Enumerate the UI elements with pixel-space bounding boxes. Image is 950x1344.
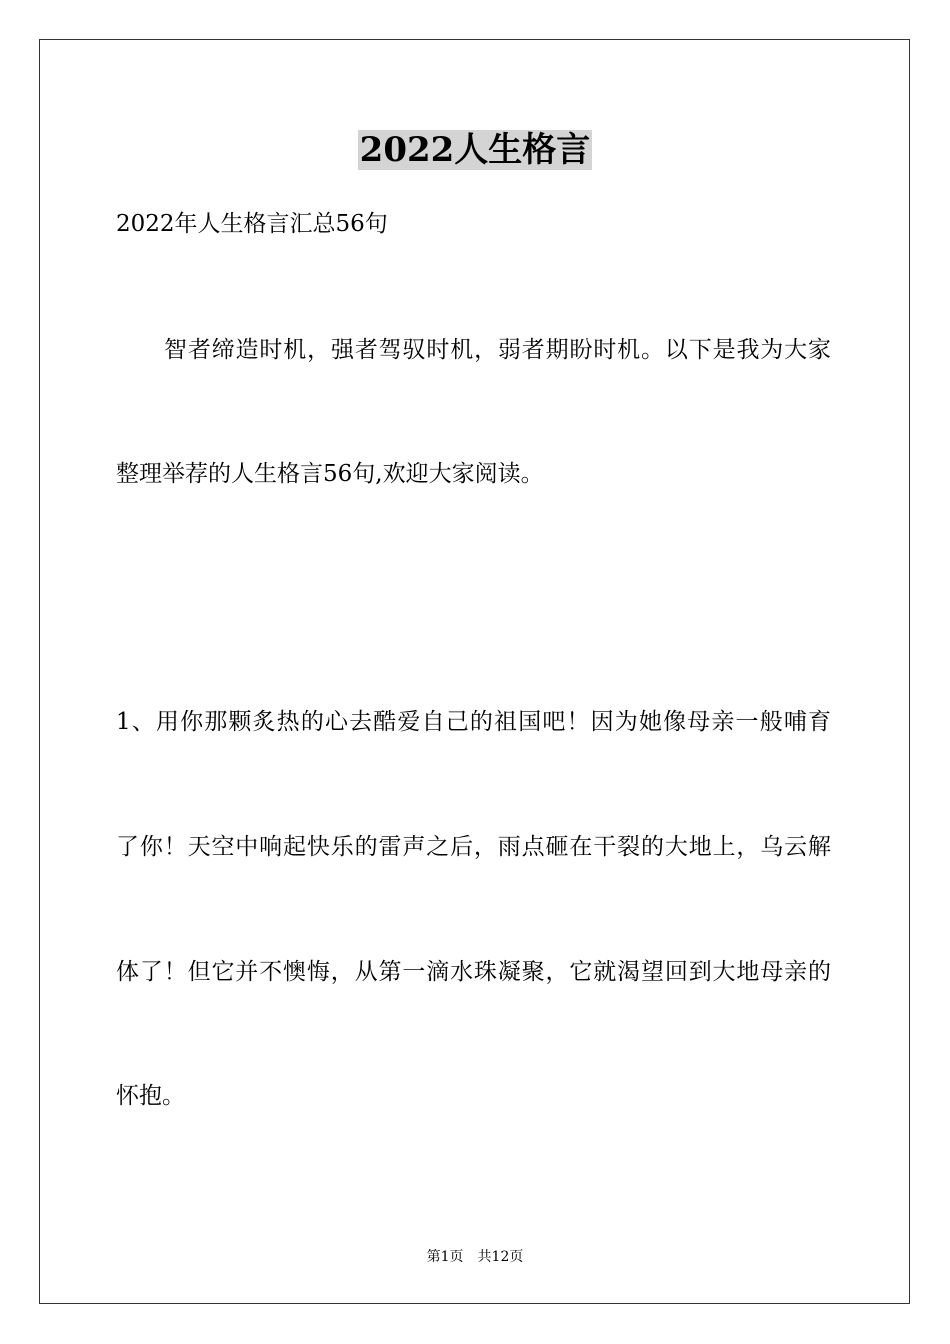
page-footer (0, 1247, 950, 1267)
document-title: 2022人生格言 (359, 130, 591, 170)
item-1-line-2: 了你！天空中响起快乐的雷声之后，雨点砸在干裂的大地上，乌云解 (116, 834, 831, 860)
intro-line-2: 整理举荐的人生格言56句,欢迎大家阅读。 (116, 461, 544, 487)
intro-line-1: 智者缔造时机，强者驾驭时机，弱者期盼时机。以下是我为大家 (164, 337, 831, 363)
page-total: 共12页 (477, 1249, 524, 1265)
item-1-line-3: 体了！但它并不懊悔，从第一滴水珠凝聚，它就渴望回到大地母亲的 (116, 959, 831, 985)
document-subtitle: 2022年人生格言汇总56句 (116, 211, 388, 237)
item-1-line-1: 1、用你那颗炙热的心去酷爱自己的祖国吧！因为她像母亲一般哺育 (116, 709, 831, 735)
item-1-line-4: 怀抱。 (116, 1083, 185, 1109)
page-number: 第1页 (426, 1249, 464, 1265)
document-title-wrapper (0, 128, 950, 172)
